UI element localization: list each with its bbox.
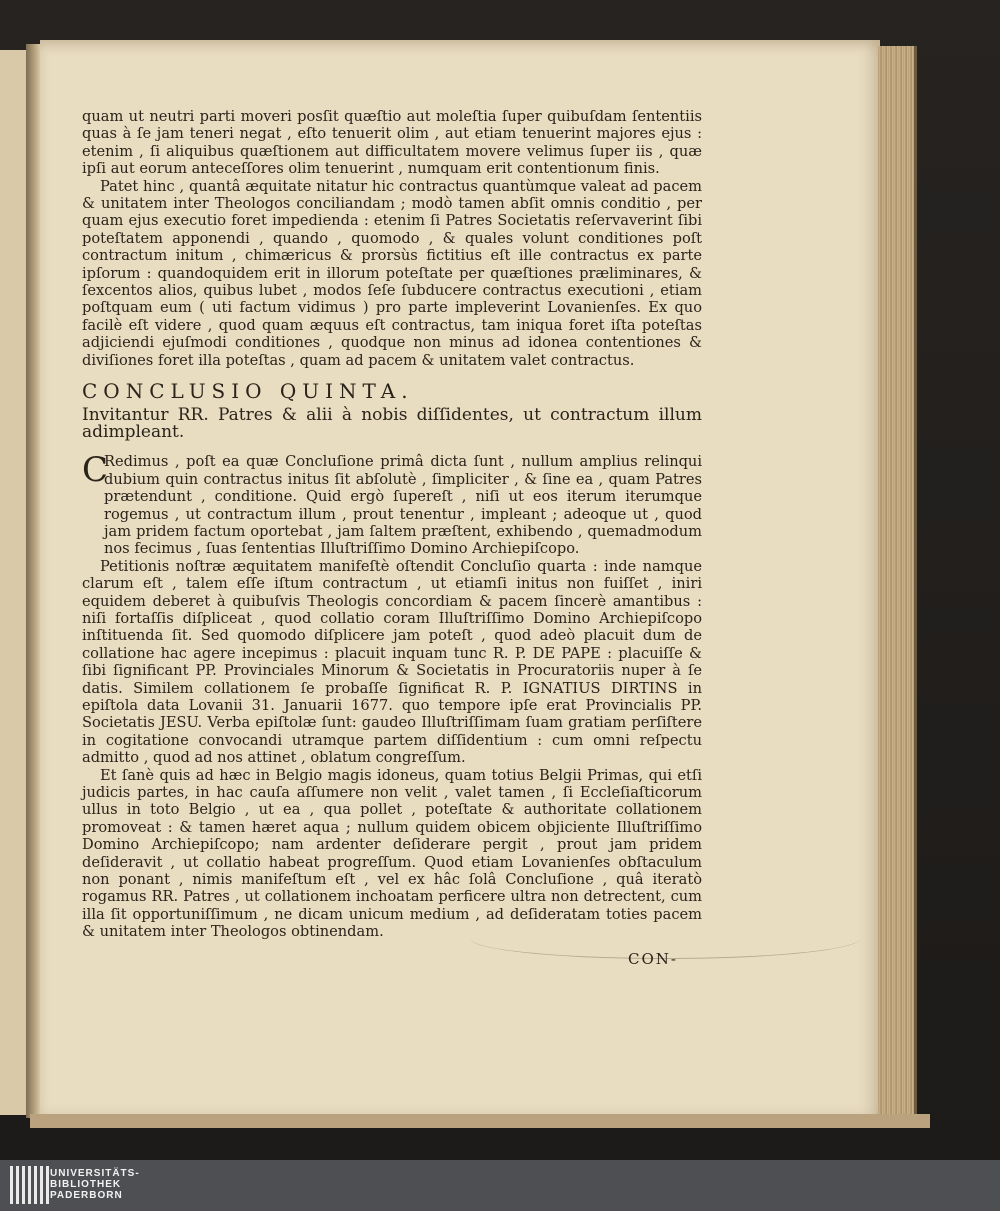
library-footer-bar	[0, 1160, 1000, 1211]
drop-capital: C	[82, 450, 109, 491]
section-subheading: Invitantur RR. Patres & alii à nobis diſſidentes, ut contractum illum adimpleant.	[82, 404, 702, 442]
page-stack-edge	[878, 46, 917, 1116]
library-name	[50, 1168, 140, 1201]
paragraph-4: Petitionis noſtræ æquitatem manifeſtè oſtendit Concluſio quarta : inde namque clarum eſt , talem eſſe iſtum contractum , ut etiamſi initus non fuiſſet , iniri equidem deberet à quibuſvis Theologis concordiam & pacem ſincerè amantibus : niſi fortaſſis diſpliceat , quod collatio coram Illuſtriſſimo Domino Archiepiſcopo inſtituenda ſit. Sed quomodo diſplicere jam poteſt , quod adeò placuit dum de collatione hac agere incepimus : placuit inquam tunc R. P. DE PAPE : placuiſſe & ſibi ſignificant PP. Provinciales Minorum & Societatis in Procuratoriis nuper à ſe datis. Similem collationem ſe probaſſe ſignificat R. P. IGNATIUS DIRTINS in epiſtola data Lovanii 31. Januarii 1677. quo tempore ipſe erat Provincialis PP. Societatis JESU. Verba epiſtolæ ſunt: gaudeo Illuſtriſſimam ſuam gratiam perſiſtere in cogitatione convocandi utramque partem diſſidentium : cum omni reſpectu admitto , quod ad nos attinet , oblatum congreſſum.	[82, 557, 702, 767]
paragraph-1: quam ut neutri parti moveri posſit quæſtio aut moleſtia ſuper quibuſdam ſententiis quas à ſe jam teneri negat , eſto tenuerit olim , aut etiam tenuerint majores ejus : etenim , ſi aliquibus quæſtionem aut difficultatem movere velimus ſuper iis , quæ ipſi aut eorum anteceſſores olim tenuerint , numquam erit contentionum finis.	[82, 108, 702, 178]
paragraph-3	[82, 450, 702, 558]
library-name-line3: PADERBORN	[50, 1190, 123, 1201]
paragraph-5: Et ſanè quis ad hæc in Belgio magis idoneus, quam totius Belgii Primas, qui etſi judicis partes, in hac cauſa aſſumere non velit , valet tamen , ſi Eccleſiaſticorum ullus in toto Belgio , ut ea , qua pollet , poteſtate & authoritate collationem promoveat : & tamen hæret aqua ; nullum quidem obicem objiciente Illuſtriſſimo Domino Archiepiſcopo; nam ardenter deſiderare pergit , prout jam pridem deſideravit , ut collatio habeat progreſſum. Quod etiam Lovanienſes obſtaculum non ponant , nimis manifeſtum eſt , vel ex hâc ſolâ Concluſione , quâ iteratò rogamus RR. Patres , ut collationem inchoatam perficere ultra non detrectent, cum illa ſit opportuniſſimum , ne dicam unicum medium , ad deſideratam toties pacem & unitatem inter Theologos obtinendam.	[82, 766, 702, 941]
library-name-line1: UNIVERSITÄTS-	[50, 1168, 140, 1179]
paragraph-2: Patet hinc , quantâ æquitate nitatur hic contractus quantùmque valeat ad pacem & unitatem inter Theologos conciliandam ; modò tamen abſit omnis conditio , per quam ejus executio foret impedienda : etenim ſi Patres Societatis reſervaverint ſibi poteſtatem apponendi , quando , quomodo , & quales volunt conditiones poſt contractum initum , chimæricus & prorsùs fictitius eſt ille contractus ex parte ipſorum : quandoquidem erit in illorum poteſtate per quæſtiones præliminares, & ſexcentos alios, quibus lubet , modos ſeſe ſubducere contractus executioni , etiam poſtquam eum ( uti factum vidimus ) pro parte impleverint Lovanienſes. Ex quo facilè eſt videre , quod quam æquus eſt contractus, tam iniqua foret iſta poteſtas adjiciendi ejuſmodi conditiones , quodque non minus ad idonea contentiones & diviſiones foret illa poteſtas , quam ad pacem & unitatem valet contractus.	[82, 177, 702, 369]
page-text	[82, 108, 702, 941]
library-name-line2: BIBLIOTHEK	[50, 1179, 122, 1190]
library-logo-icon	[10, 1166, 49, 1204]
book-cover-edge	[30, 1114, 930, 1128]
catchword: CON-	[628, 950, 678, 968]
facing-page-edge	[0, 50, 28, 1115]
paragraph-3-text: Redimus , poſt ea quæ Concluſione primâ dicta ſunt , nullum amplius relinqui dubium quin contractus initus ſit abſolutè , ſimpliciter , & ſine ea , quam Patres prætendunt , conditione. Quid ergò ſupereſt , niſi ut eos iterum iterumque rogemus , ut contractum illum , prout tenentur , impleant ; adeoque ut , quod jam pridem factum oportebat , jam ſaltem præſtent, exhibendo , quemadmodum nos fecimus , ſuas ſententias Illuſtriſſimo Domino Archiepiſcopo.	[104, 453, 702, 558]
section-heading: CONCLUSIO QUINTA.	[82, 379, 414, 404]
